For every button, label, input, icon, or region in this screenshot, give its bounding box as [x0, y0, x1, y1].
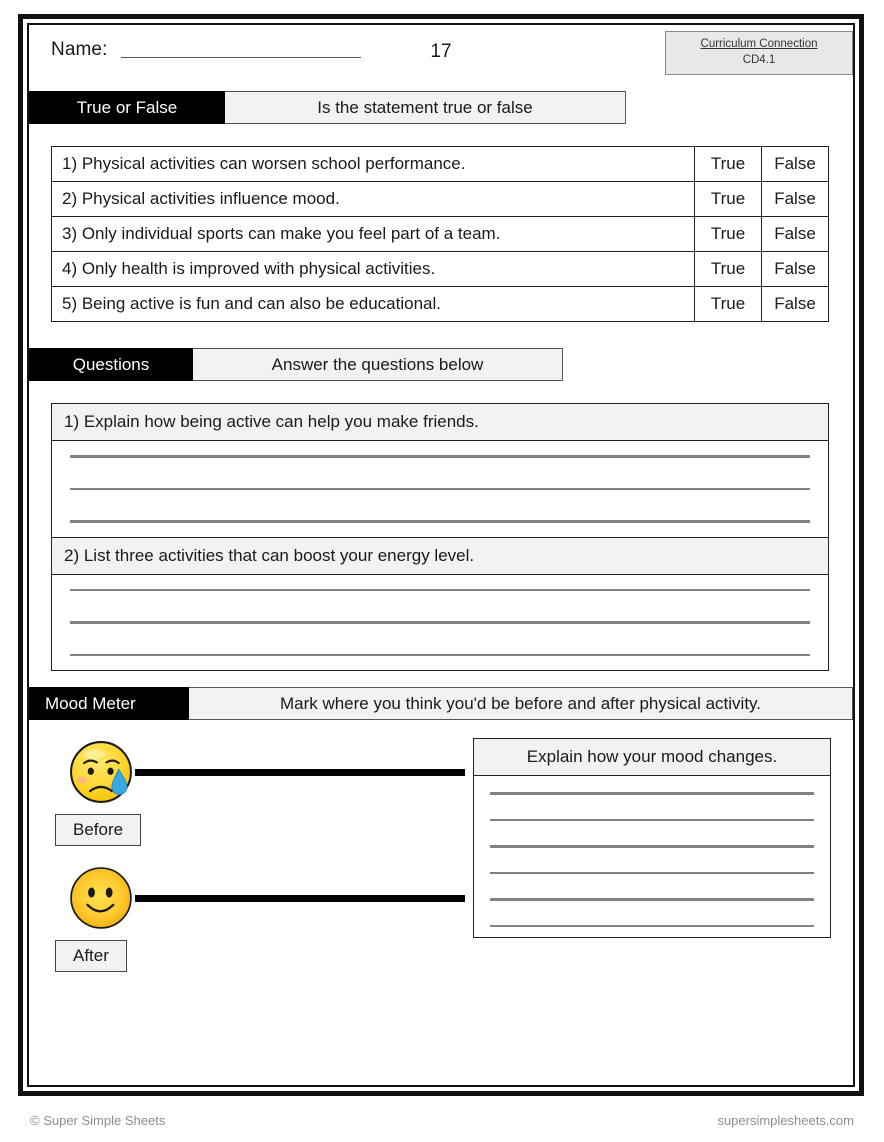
before-tag-wrap	[51, 814, 481, 858]
table-row	[52, 217, 829, 252]
section-banner-questions	[29, 348, 853, 381]
after-tag-wrap	[51, 940, 481, 984]
section-instruction-questions: Answer the questions below	[193, 348, 563, 381]
option-false[interactable]: False	[762, 252, 829, 287]
table-row	[52, 147, 829, 182]
section-tab-questions: Questions	[29, 348, 193, 381]
smiling-face-icon	[67, 864, 135, 932]
option-true[interactable]: True	[695, 217, 762, 252]
mood-row-after	[51, 864, 481, 940]
writing-line	[490, 898, 814, 901]
mood-meter-area	[51, 738, 833, 988]
true-false-statement: 3) Only individual sports can make you feel part of a team.	[52, 217, 695, 252]
true-false-statement: 4) Only health is improved with physical activities.	[52, 252, 695, 287]
section-tab-true-false: True or False	[29, 91, 225, 124]
before-label: Before	[55, 814, 141, 846]
writing-line	[70, 488, 810, 491]
writing-line	[490, 845, 814, 848]
question-prompt: 2) List three activities that can boost your energy level.	[52, 537, 828, 575]
mood-row-before	[51, 738, 481, 814]
writing-line	[490, 872, 814, 875]
true-false-statement: 5) Being active is fun and can also be educational.	[52, 287, 695, 322]
true-false-table	[51, 146, 829, 322]
writing-line	[490, 819, 814, 822]
after-label: After	[55, 940, 127, 972]
question-prompt: 1) Explain how being active can help you make friends.	[52, 404, 828, 441]
option-false[interactable]: False	[762, 217, 829, 252]
writing-line	[490, 792, 814, 795]
question-answer-area[interactable]	[52, 575, 828, 671]
writing-line	[70, 621, 810, 624]
mood-explain-box	[473, 738, 831, 938]
worksheet-header	[29, 25, 853, 87]
mood-scale-line-before[interactable]	[135, 769, 465, 776]
section-instruction-true-false: Is the statement true or false	[225, 91, 626, 124]
table-row	[52, 252, 829, 287]
writing-line	[70, 455, 810, 458]
option-true[interactable]: True	[695, 182, 762, 217]
questions-block	[51, 403, 829, 671]
sad-face-with-tear-icon	[67, 738, 135, 806]
section-instruction-mood-meter: Mark where you think you'd be before and after physical activity.	[189, 687, 853, 720]
option-false[interactable]: False	[762, 182, 829, 217]
option-false[interactable]: False	[762, 147, 829, 182]
worksheet-content	[29, 25, 853, 1085]
footer-copyright: © Super Simple Sheets	[30, 1113, 166, 1128]
writing-line	[70, 520, 810, 523]
mood-explain-lines[interactable]	[474, 776, 830, 937]
option-true[interactable]: True	[695, 252, 762, 287]
page-footer	[30, 1113, 854, 1128]
table-row	[52, 287, 829, 322]
table-row	[52, 182, 829, 217]
worksheet-page	[18, 14, 864, 1096]
section-banner-true-false	[29, 91, 853, 124]
name-label: Name:	[51, 39, 108, 60]
writing-line	[490, 925, 814, 928]
section-tab-mood-meter: Mood Meter	[29, 687, 189, 720]
mood-explain-heading: Explain how your mood changes.	[474, 739, 830, 776]
footer-website: supersimplesheets.com	[717, 1113, 854, 1128]
option-false[interactable]: False	[762, 287, 829, 322]
option-true[interactable]: True	[695, 147, 762, 182]
page-number: 17	[430, 41, 452, 62]
writing-line	[70, 654, 810, 657]
option-true[interactable]: True	[695, 287, 762, 322]
section-banner-mood-meter	[29, 687, 853, 720]
curriculum-connection-box	[665, 31, 853, 75]
curriculum-connection-title: Curriculum Connection	[700, 38, 818, 51]
mood-scale-line-after[interactable]	[135, 895, 465, 902]
writing-line	[70, 589, 810, 592]
mood-meter-scales	[51, 738, 481, 984]
curriculum-connection-code: CD4.1	[742, 54, 776, 66]
question-answer-area[interactable]	[52, 441, 828, 537]
true-false-statement: 2) Physical activities influence mood.	[52, 182, 695, 217]
true-false-statement: 1) Physical activities can worsen school performance.	[52, 147, 695, 182]
